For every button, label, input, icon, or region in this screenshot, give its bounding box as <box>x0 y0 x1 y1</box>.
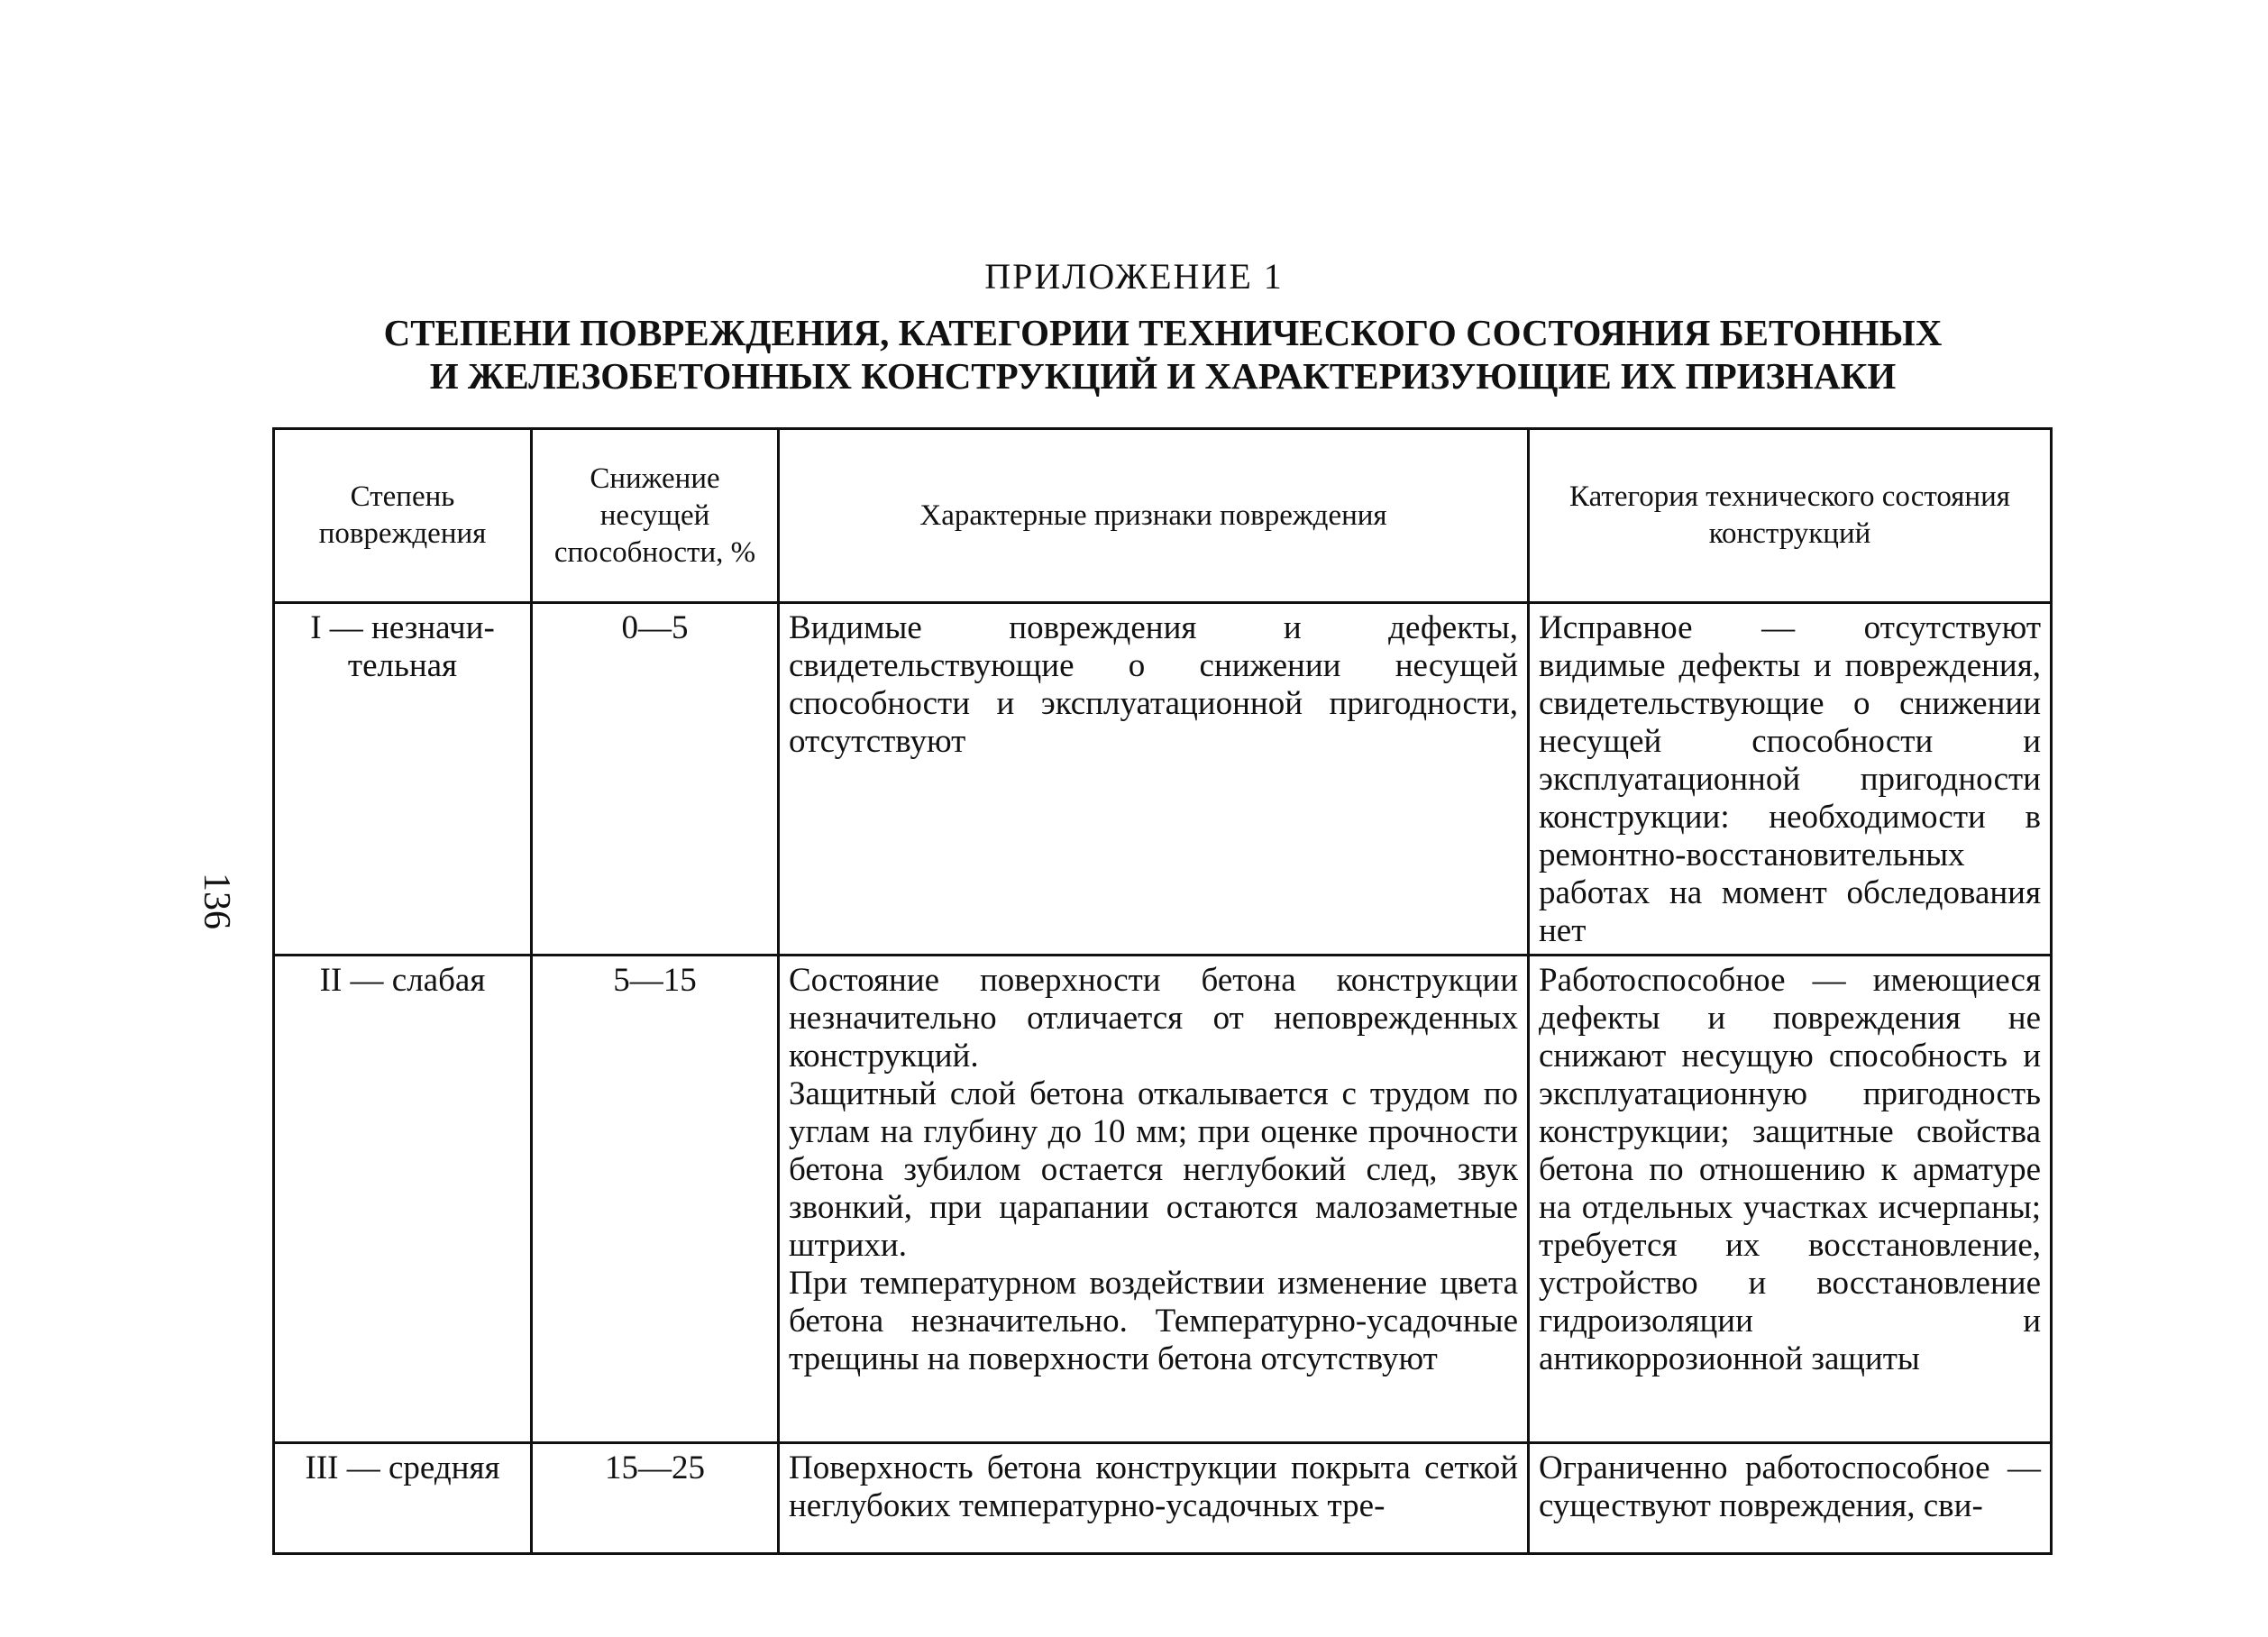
cell-degree: II — слабая <box>274 956 532 1443</box>
table-header-row <box>274 429 2052 603</box>
damage-categories-table <box>272 427 2053 1555</box>
cell-category: Ограниченно работоспособное — существуют повреждения, сви- <box>1529 1443 2052 1554</box>
cell-category: Исправное — отсутствуют видимые дефекты и повреждения, свидетельствующие о снижении несущей способности и эксплуатационной пригодности конструкции: необходимости в ремонтно-восстановительных работах на момент обследования нет <box>1529 603 2052 956</box>
document-title <box>0 311 2268 398</box>
signs-paragraph: Состояние поверхности бетона конструкции незначительно отличается от неповрежденных конструкций. <box>789 962 1518 1075</box>
cell-degree: III — средняя <box>274 1443 532 1554</box>
header-technical-category: Категория технического состояния конструкций <box>1529 429 2052 603</box>
cell-signs <box>779 956 1529 1443</box>
signs-paragraph: Защитный слой бетона откалывается с трудом по углам на глубину до 10 мм; при оценке прочности бетона зубилом остается неглубокий след, звук звонкий, при царапании остаются малозаметные штрихи. <box>789 1075 1518 1264</box>
title-line-1: СТЕПЕНИ ПОВРЕЖДЕНИЯ, КАТЕГОРИИ ТЕХНИЧЕСКОГО СОСТОЯНИЯ БЕТОННЫХ <box>383 312 1943 353</box>
cell-reduction: 5—15 <box>532 956 779 1443</box>
header-capacity-reduction: Снижение несущей способности, % <box>532 429 779 603</box>
table-row <box>274 956 2052 1443</box>
table-row <box>274 603 2052 956</box>
cell-reduction: 0—5 <box>532 603 779 956</box>
appendix-label: ПРИЛОЖЕНИЕ 1 <box>984 256 1284 297</box>
signs-paragraph: При температурном воздействии изменение цвета бетона незначительно. Температурно-усадочные трещины на поверхности бетона отсутствуют <box>789 1265 1518 1377</box>
cell-degree: I — незначи-тельная <box>274 603 532 956</box>
signs-paragraph: Видимые повреждения и дефекты, свидетельствующие о снижении несущей способности и эксплуатационной пригодности, отсутствуют <box>789 609 1518 760</box>
page-number: 136 <box>196 873 237 929</box>
header-damage-signs: Характерные признаки повреждения <box>779 429 1529 603</box>
table-row <box>274 1443 2052 1554</box>
cell-signs <box>779 603 1529 956</box>
cell-signs <box>779 1443 1529 1554</box>
cell-category: Работоспособное — имеющиеся дефекты и повреждения не снижают несущую способность и эксплуатационную пригодность конструкции; защитные свойства бетона по отношению к арматуре на отдельных участках исчерпаны; требуется их восстановление, устройство и восстановление гидроизоляции и антикоррозионной защиты <box>1529 956 2052 1443</box>
signs-paragraph: Поверхность бетона конструкции покрыта сеткой неглубоких температурно-усадочных тре- <box>789 1450 1518 1524</box>
cell-reduction: 15—25 <box>532 1443 779 1554</box>
title-line-2: И ЖЕЛЕЗОБЕТОННЫХ КОНСТРУКЦИЙ И ХАРАКТЕРИЗУЮЩИЕ ИХ ПРИЗНАКИ <box>429 355 1897 397</box>
header-damage-degree: Степень повреждения <box>274 429 532 603</box>
